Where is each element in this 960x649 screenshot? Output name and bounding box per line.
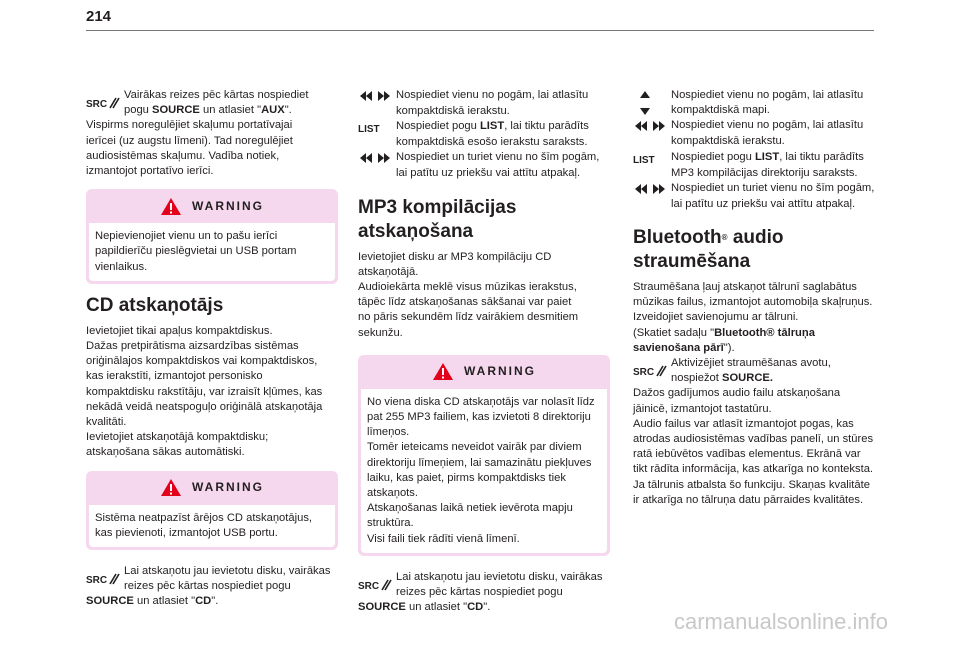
instruction-line: Nospiediet un turiet vienu no šīm pogām, — [396, 151, 600, 164]
cd-line: oriģinālajos kompaktdiskos vai kompaktdiskos, — [86, 355, 318, 368]
bluetooth-heading — [633, 226, 885, 274]
bluetooth-paragraph-2 — [633, 386, 885, 508]
src-cd-line: reizes pēc kārtas nospiediet pogu — [124, 580, 291, 593]
mp3-heading-line: MP3 kompilācijas — [358, 196, 517, 218]
warning-line: Atskaņošanas laikā netiek ievērota mapju — [367, 502, 573, 515]
mp3-line: no pāris sekundēm līdz vairākiem desmitiem — [358, 311, 579, 324]
instruction-line: Nospiediet vienu no pogām, lai atlasītu — [396, 89, 589, 101]
warning-triangle-icon — [160, 197, 182, 216]
list-button-icon — [633, 150, 671, 166]
bt-line: mūzikas failus, izmantojot automobiļa skaļruņus. — [633, 296, 873, 309]
bluetooth-heading-line: straumēšana — [633, 251, 751, 273]
warning-box-2 — [86, 471, 338, 550]
aux-line: audiosistēmas skaļumu. Vadība notiek, — [86, 149, 280, 162]
warning-title: WARNING — [192, 480, 264, 495]
watermark: carmanualsonline.info — [673, 609, 888, 634]
warning-title: WARNING — [464, 364, 536, 379]
cd-line: atskaņošana sākas automātiski. — [86, 446, 245, 459]
src-cd-line: Lai atskaņotu jau ievietotu disku, vairākas — [124, 565, 331, 578]
warning-triangle-icon — [160, 478, 182, 497]
page-number: 214 — [86, 8, 112, 25]
column-1 — [86, 88, 338, 610]
warning-line: vienlaikus. — [95, 260, 148, 273]
mp3-line: atskaņotājā. — [358, 265, 419, 278]
svg-text:SRC: SRC — [633, 367, 655, 379]
instruction-line: kompaktdiskā esošo ierakstu saraksts. — [396, 136, 588, 149]
src-cd-instruction — [86, 564, 338, 594]
src-aux-line-2: pogu SOURCE un atlasiet "AUX". — [124, 104, 292, 117]
bt-line: (Skatiet sadaļu "Bluetooth® tālruņa — [633, 326, 815, 339]
warning-header — [358, 355, 610, 389]
warning-line: pat 255 MP3 failiem, kas izvietoti 8 direktoriju — [367, 411, 591, 424]
src-stream-instruction — [633, 356, 885, 386]
warning-body — [89, 223, 335, 281]
instruction-line: lai patītu uz priekšu vai attītu atpakaļ. — [671, 197, 856, 210]
instruction-line: kompaktdiskā ierakstu. — [396, 105, 510, 117]
warning-line: papildierīču pieslēgvietai un USB portam — [95, 245, 297, 258]
warning-box-3 — [358, 355, 610, 556]
src-cd-line-3: SOURCE un atlasiet "CD". — [86, 595, 219, 608]
src-button-icon — [86, 88, 124, 118]
warning-line: kas pievienoti, izmantojot USB portu. — [95, 526, 278, 539]
bt-line: Dažos gadījumos audio failu atskaņošana — [633, 387, 841, 400]
aux-line: izmantojot portatīvo ierīci. — [86, 165, 214, 178]
mp3-line: tāpēc līdz atskaņošanas sākšanai var paiet — [358, 296, 572, 309]
src-cd-line: Lai atskaņotu jau ievietotu disku, vairākas — [396, 570, 603, 583]
warning-line: No viena diska CD atskaņotājs var nolasīt līdz — [367, 395, 595, 408]
src-stream-line: Aktivizējiet straumēšanas avotu, — [671, 357, 831, 370]
cd-line: nekādā veidā neatspoguļo oriģinālā atskaņotāja — [86, 400, 323, 413]
instruction-line: Nospiediet vienu no pogām, lai atlasītu — [671, 89, 864, 101]
svg-text:LIST: LIST — [633, 154, 655, 164]
src-stream-line: nospiežot SOURCE. — [671, 372, 773, 385]
svg-text:SRC: SRC — [86, 99, 108, 110]
aux-line: Vispirms noregulējiet skaļumu portatīvajai — [86, 119, 293, 132]
list-row — [633, 150, 885, 166]
src-aux-instruction — [86, 88, 338, 118]
warning-body — [89, 505, 335, 547]
warning-line: Visi faili tiek rādīti vienā līmenī. — [367, 532, 520, 545]
bt-line: Ja tālrunis atbalsta šo funkciju. Skaņas kvalitāte — [633, 478, 870, 491]
warning-line: Tomēr ieteicams neveidot vairāk par diviem — [367, 441, 582, 454]
warning-header — [86, 189, 338, 223]
list-row — [358, 119, 610, 135]
bt-line: Audio failus var atlasīt izmantojot pogas, kas — [633, 417, 854, 430]
prev-next-row — [358, 88, 610, 104]
list-button-icon — [358, 119, 396, 135]
warning-header — [86, 471, 338, 505]
cd-line: Ievietojiet tikai apaļus kompaktdiskus. — [86, 324, 273, 337]
mp3-paragraph — [358, 250, 610, 341]
cd-paragraph — [86, 324, 338, 461]
prev-next-icon — [633, 181, 671, 197]
prev-next-hold-row — [358, 150, 610, 166]
instruction-line: lai patītu uz priekšu vai attītu atpakaļ. — [396, 167, 581, 180]
svg-text:SRC: SRC — [358, 580, 380, 592]
bt-line: ir atkarīga no tālruņa datu pārraides kvalitātes. — [633, 493, 864, 506]
aux-paragraph — [86, 118, 338, 179]
registered-mark: ® — [721, 233, 728, 243]
warning-line: laiku, kas paiet, pirms kompaktdisks tiek — [367, 471, 566, 484]
warning-line: direktoriju līmeņiem, lai samazinātu piekļuves — [367, 456, 592, 469]
instruction-line: MP3 kompilācijas direktoriju saraksts. — [671, 166, 858, 179]
header-divider — [86, 30, 874, 31]
prev-next-row — [633, 118, 885, 134]
svg-text:LIST: LIST — [358, 124, 380, 134]
bt-line: savienošana pārī"). — [633, 341, 735, 354]
bluetooth-heading-word: Bluetooth — [633, 227, 722, 249]
cd-line: kompaktdisku rakstītāju, var izraisīt kļūmes, kas — [86, 385, 323, 398]
instruction-line: Nospiediet un turiet vienu no šīm pogām, — [671, 181, 875, 194]
instruction-line: Nospiediet pogu LIST, lai tiktu parādīts — [396, 120, 589, 133]
src-cd-line-3: SOURCE un atlasiet "CD". — [358, 601, 491, 614]
prev-next-icon — [358, 88, 396, 104]
prev-next-hold-row — [633, 181, 885, 197]
warning-line: Nepievienojiet vienu un to pašu ierīci — [95, 230, 278, 243]
src-cd-instruction — [358, 570, 610, 600]
src-button-icon — [86, 564, 124, 594]
cd-line: kas ierakstīti, izmantojot personisko — [86, 370, 263, 383]
warning-title: WARNING — [192, 198, 264, 213]
warning-triangle-icon — [432, 362, 454, 381]
instruction-line: kompaktdiskā mapi. — [671, 104, 770, 117]
up-down-row — [633, 88, 885, 118]
up-down-icon — [633, 88, 671, 118]
cd-line: Ievietojiet atskaņotājā kompaktdisku; — [86, 431, 269, 444]
column-3 — [633, 88, 885, 508]
mp3-line: sekunžu. — [358, 326, 403, 339]
warning-box-1 — [86, 189, 338, 284]
bt-line: tikt rādīta informācija, kas atkarīga no konteksta. — [633, 463, 874, 476]
aux-line: ierīcei (uz augstu līmeni). Tad noregulējiet — [86, 134, 293, 147]
src-button-icon — [358, 570, 396, 600]
instruction-line: kompaktdiskā ierakstu. — [671, 135, 785, 148]
mp3-line: Ievietojiet disku ar MP3 kompilāciju CD — [358, 250, 552, 263]
column-2 — [358, 88, 610, 615]
bt-line: Straumēšana ļauj atskaņot tālrunī saglabātus — [633, 281, 857, 294]
src-button-icon — [633, 356, 671, 386]
svg-text:SRC: SRC — [86, 575, 108, 587]
prev-next-icon — [633, 118, 671, 134]
bluetooth-paragraph — [633, 280, 885, 356]
instruction-line: Nospiediet pogu LIST, lai tiktu parādīts — [671, 150, 864, 163]
cd-line: Dažas pretpirātisma aizsardzības sistēmas — [86, 340, 299, 353]
mp3-line: Audioiekārta meklē visus mūzikas ierakstus, — [358, 281, 577, 294]
cd-heading: CD atskaņotājs — [86, 294, 224, 316]
instruction-line: Nospiediet vienu no pogām, lai atlasītu — [671, 119, 864, 132]
warning-line: Sistēma neatpazīst ārējos CD atskaņotājus, — [95, 511, 313, 524]
warning-body — [361, 389, 607, 553]
bt-line: atrodas audiosistēmas vadības panelī, un stūres — [633, 433, 874, 446]
warning-line: struktūra. — [367, 517, 414, 530]
bt-line: jāinicē, izmantojot tastatūru. — [633, 402, 772, 415]
bt-line: ratā iebūvētos vadības elementus. Ekrānā var — [633, 448, 861, 461]
bt-line: Izveidojiet savienojumu ar tālruni. — [633, 311, 799, 324]
warning-line: atskaņots. — [367, 487, 418, 500]
mp3-heading-line: atskaņošana — [358, 220, 474, 242]
bluetooth-heading-word: audio — [727, 227, 784, 249]
src-aux-line-1: Vairākas reizes pēc kārtas nospiediet — [124, 89, 309, 101]
mp3-heading — [358, 196, 610, 244]
prev-next-icon — [358, 150, 396, 166]
cd-line: kvalitāti. — [86, 416, 127, 429]
src-cd-line: reizes pēc kārtas nospiediet pogu — [396, 586, 563, 599]
warning-line: līmeņos. — [367, 426, 410, 439]
